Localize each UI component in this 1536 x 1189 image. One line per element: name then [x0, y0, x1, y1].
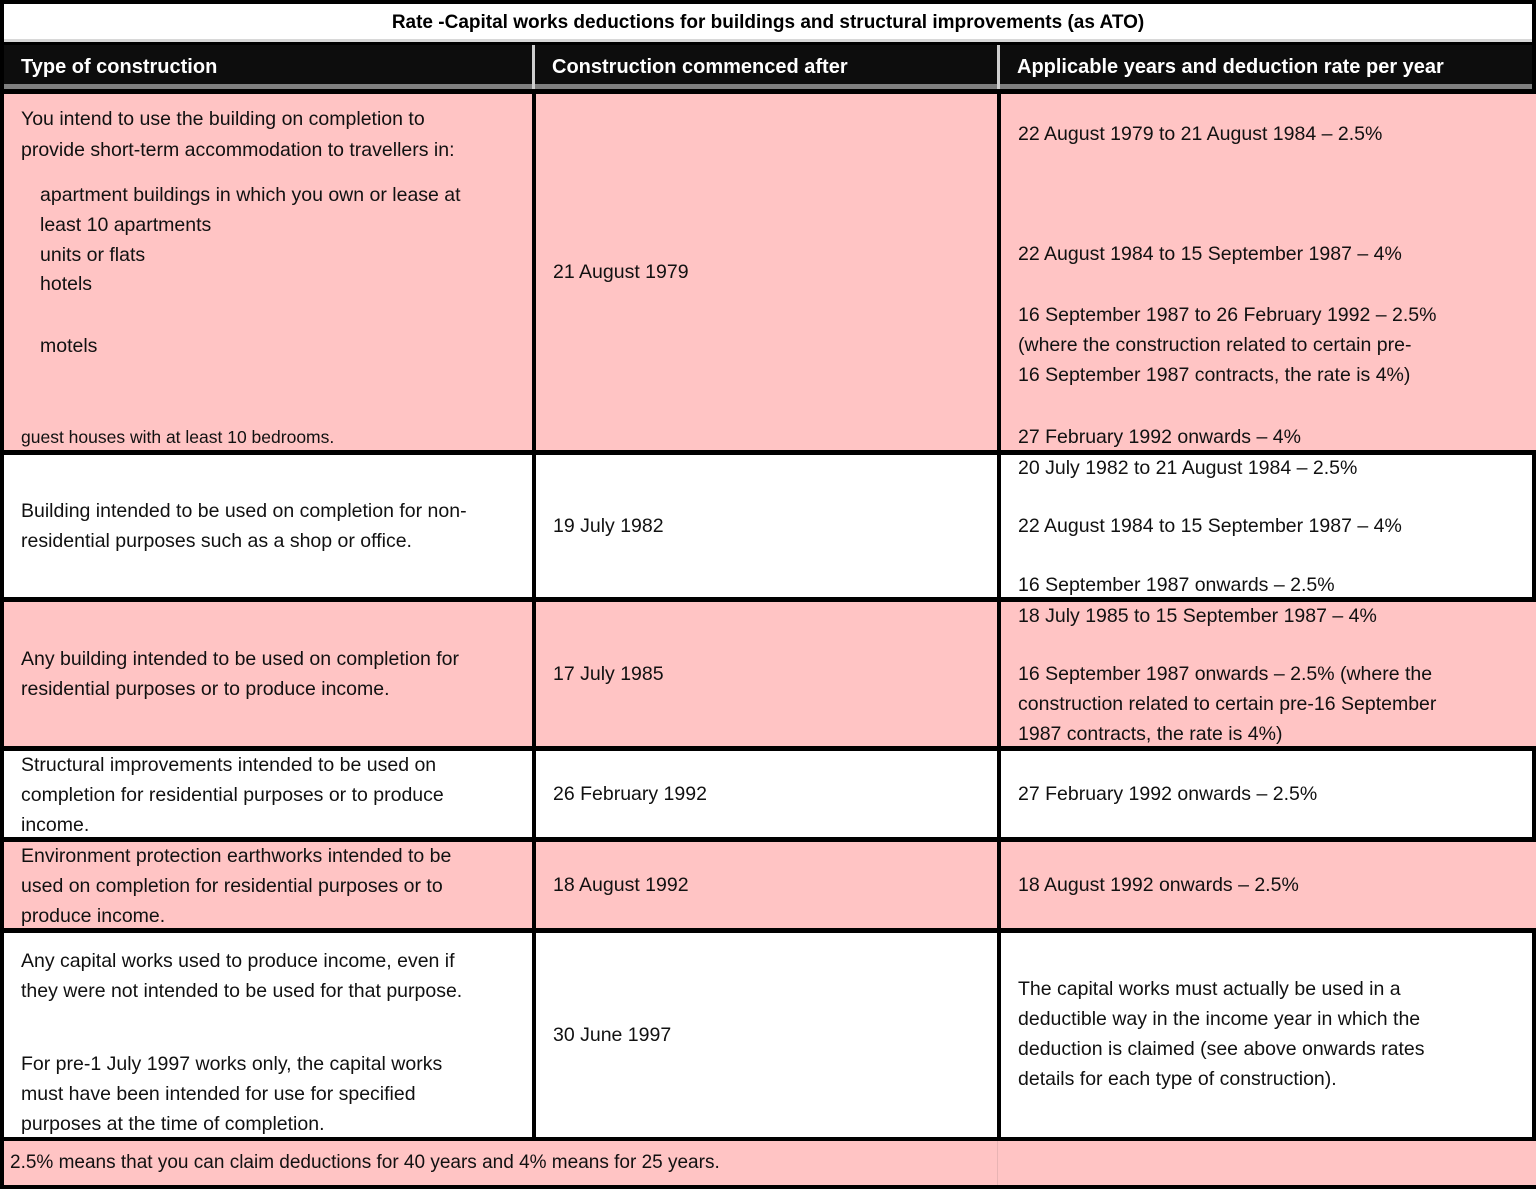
type-line: residential purposes or to produce income. [21, 678, 390, 700]
commenced-date: 26 February 1992 [553, 782, 707, 805]
rate-line: 16 September 1987 to 26 February 1992 – 2.5% [1018, 304, 1437, 326]
table-title: Rate -Capital works deductions for buildings and structural improvements (as ATO) [4, 4, 1532, 42]
type-line: For pre-1 July 1997 works only, the capital works [21, 1053, 443, 1075]
commenced-date: 19 July 1982 [553, 514, 664, 537]
rate-line: deduction is claimed (see above onwards rates [1018, 1038, 1425, 1060]
table-row-5-commenced [536, 842, 997, 928]
type-line: they were not intended to be used for that purpose. [21, 980, 463, 1002]
table-row-3-rates [1001, 602, 1536, 746]
table-row-5-type [4, 842, 532, 928]
table-row-6-rates [1001, 933, 1532, 1137]
table-row-2-type [4, 455, 532, 597]
rate-line: 27 February 1992 onwards – 4% [1018, 426, 1301, 448]
table-row-1-rates [1001, 94, 1536, 450]
type-line: Structural improvements intended to be used on [21, 754, 437, 776]
rate-line: 22 August 1984 to 15 September 1987 – 4% [1018, 515, 1402, 537]
header-applicable-rates: Applicable years and deduction rate per year [1000, 45, 1532, 89]
type-line: purposes at the time of completion. [21, 1113, 325, 1135]
type-line: income. [21, 814, 90, 836]
commenced-date: 18 August 1992 [553, 873, 689, 896]
header-type-of-construction: Type of construction [4, 45, 532, 89]
rate-line: 16 September 1987 onwards – 2.5% [1018, 574, 1335, 596]
table-row-4-type [4, 751, 532, 837]
table-row-6-type [4, 933, 532, 1137]
table-row-1-commenced [536, 94, 997, 450]
rate-line: 16 September 1987 contracts, the rate is 4%) [1018, 364, 1411, 386]
type-list-item: hotels [40, 273, 93, 295]
type-intro-line: You intend to use the building on completion to [21, 108, 425, 130]
table-row-2-commenced [536, 455, 997, 597]
header-construction-commenced: Construction commenced after [535, 45, 997, 89]
type-line: completion for residential purposes or to produce [21, 784, 444, 806]
type-last-line: guest houses with at least 10 bedrooms. [21, 427, 335, 447]
footer-note [4, 1141, 1536, 1185]
table-row-6-commenced [536, 933, 997, 1137]
table-row-2-rates [1001, 455, 1532, 597]
type-line: used on completion for residential purposes or to [21, 875, 443, 897]
rate-line: 16 September 1987 onwards – 2.5% (where the [1018, 663, 1433, 685]
commenced-date: 30 June 1997 [553, 1023, 672, 1046]
type-list-item: apartment buildings in which you own or lease at [40, 184, 461, 206]
type-line: Building intended to be used on completion for non- [21, 499, 467, 522]
rate-line: details for each type of construction). [1018, 1068, 1337, 1090]
type-list-item: motels [40, 335, 98, 357]
type-list-item: units or flats [40, 244, 146, 266]
rate-line: 18 August 1992 onwards – 2.5% [1018, 873, 1299, 896]
footer-text: 2.5% means that you can claim deductions for 40 years and 4% means for 25 years. [10, 1152, 720, 1173]
type-list-item: least 10 apartments [40, 214, 212, 236]
table-row-5-rates [1001, 842, 1536, 928]
table-row-1-type [4, 94, 532, 450]
rate-line: 27 February 1992 onwards – 2.5% [1018, 782, 1318, 805]
rate-line: (where the construction related to certain pre- [1018, 334, 1412, 356]
table-row-4-commenced [536, 751, 997, 837]
rate-line: 22 August 1979 to 21 August 1984 – 2.5% [1018, 123, 1383, 145]
table-row-3-commenced [536, 602, 997, 746]
type-line: residential purposes such as a shop or office. [21, 530, 412, 552]
type-intro-line: provide short-term accommodation to travellers in: [21, 139, 455, 161]
rate-line: construction related to certain pre-16 September [1018, 693, 1437, 715]
type-line: Environment protection earthworks intended to be [21, 845, 452, 867]
commenced-date: 17 July 1985 [553, 662, 664, 685]
type-line: produce income. [21, 905, 166, 927]
rate-line: deductible way in the income year in which the [1018, 1008, 1421, 1030]
type-line: Any building intended to be used on completion for [21, 647, 459, 670]
table-row-3-type [4, 602, 532, 746]
rate-line: The capital works must actually be used in a [1018, 978, 1401, 1000]
rate-line: 20 July 1982 to 21 August 1984 – 2.5% [1018, 457, 1358, 479]
table-row-4-rates [1001, 751, 1532, 837]
rate-line: 22 August 1984 to 15 September 1987 – 4% [1018, 243, 1402, 265]
type-line: Any capital works used to produce income, even if [21, 950, 455, 972]
rate-line: 18 July 1985 to 15 September 1987 – 4% [1018, 605, 1377, 627]
rate-line: 1987 contracts, the rate is 4%) [1018, 723, 1283, 745]
commenced-date: 21 August 1979 [553, 260, 689, 283]
type-line: must have been intended for use for specified [21, 1083, 416, 1105]
footer-faint-divider [997, 1141, 998, 1185]
